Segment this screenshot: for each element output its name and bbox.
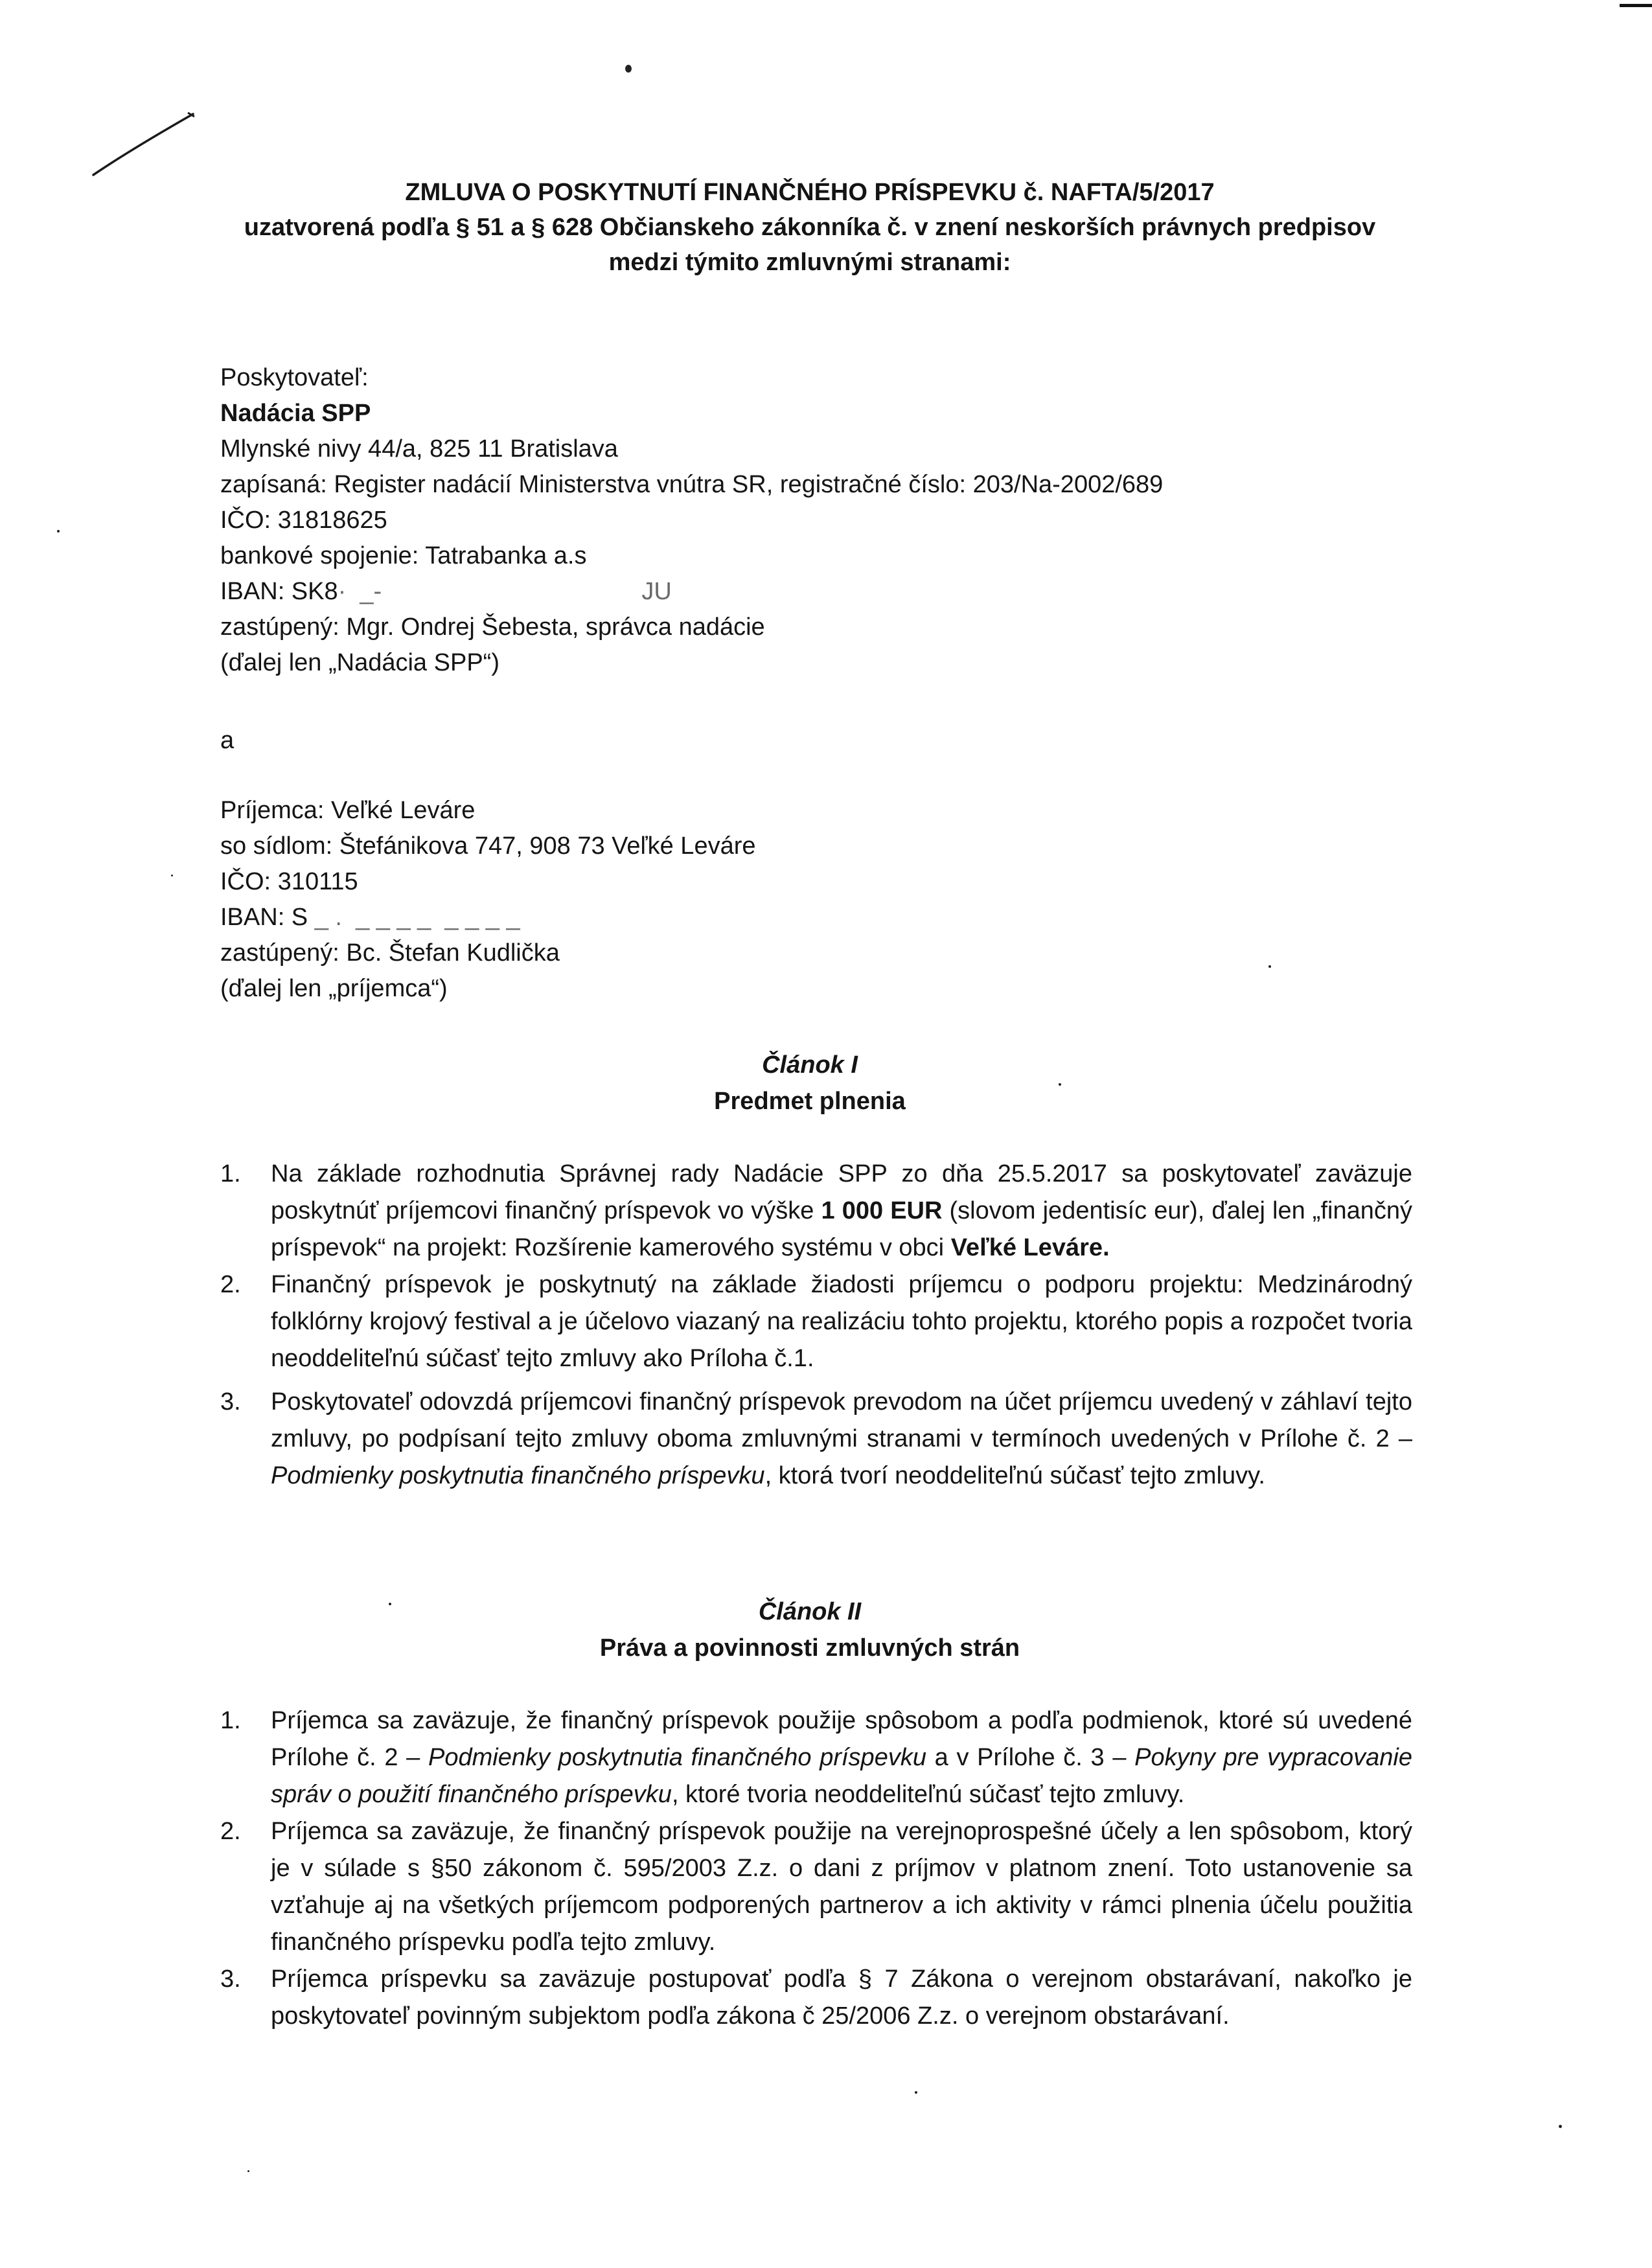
grant-amount: 1 000 EUR (821, 1197, 943, 1224)
provider-bank: bankové spojenie: Tatrabanka a.s (220, 542, 587, 569)
provider-iban (220, 574, 1406, 610)
article-2-heading (194, 1594, 1425, 1666)
contract-title: ZMLUVA O POSKYTNUTÍ FINANČNÉHO PRÍSPEVKU č. NAFTA/5/2017 (405, 179, 1215, 206)
item-number: 3. (220, 1965, 241, 1993)
contract-basis: uzatvorená podľa § 51 a § 628 Občianskeho zákonníka č. v znení neskorších právnych predpisov (244, 214, 1376, 241)
provider-label: Poskytovateľ: (220, 364, 369, 391)
annex-2-title: Podmienky poskytnutia finančného príspevku (428, 1744, 926, 1771)
article-1-item-2 (220, 1266, 1412, 1377)
article-2-item-1 (220, 1702, 1412, 1813)
recipient-ico: IČO: 310115 (220, 868, 358, 895)
provider-registry: zapísaná: Register nadácií Ministerstva vnútra SR, registračné číslo: 203/Na-2002/689 (220, 471, 1164, 498)
article-2-item-3 (220, 1961, 1412, 2035)
scan-speck (247, 2170, 249, 2172)
item-number: 2. (220, 1818, 241, 1845)
item-text: Na základe rozhodnutia Správnej rady Nadácie SPP zo dňa 25.5.2017 sa poskytovateľ zaväzuje poskytnúť príjemcovi finančný príspevok vo výške (271, 1160, 1412, 1224)
scan-speck (171, 875, 173, 876)
project-place: Veľké Leváre (950, 1234, 1103, 1261)
item-text: a v Prílohe č. 3 – (926, 1744, 1135, 1771)
item-text: Príjemca príspevku sa zaväzuje postupovať podľa § 7 Zákona o verejnom obstarávaní, nakoľko je poskytovateľ povinným subjektom podľa zákona č 25/2006 Z.z. o verejnom obstarávaní. (271, 1965, 1412, 2030)
scan-edge-mark (1620, 4, 1652, 7)
scan-speck (915, 2091, 917, 2094)
recipient-representative: zastúpený: Bc. Štefan Kudlička (220, 939, 560, 967)
scan-speck (625, 65, 632, 73)
recipient-iban (220, 900, 1406, 935)
article-1-item-3 (220, 1384, 1412, 1495)
item-text: , ktoré tvoria neoddeliteľnú súčasť tejto zmluvy. (671, 1781, 1185, 1808)
item-text: (slovom jedentisíc eur), ďalej len „finančný príspevok“ na projekt: Rozšírenie kamerového systému v obci (271, 1197, 1412, 1261)
provider-address: Mlynské nivy 44/a, 825 11 Bratislava (220, 435, 618, 463)
article-1-list (220, 1156, 1412, 1495)
pen-stroke-mark (91, 110, 201, 181)
recipient-seat: so sídlom: Štefánikova 747, 908 73 Veľké Leváre (220, 832, 756, 860)
recipient-iban-prefix: IBAN: S (220, 904, 308, 931)
provider-iban-redacted: · _- JU (338, 578, 672, 605)
recipient-name: Príjemca: Veľké Leváre (220, 797, 476, 824)
item-text: Príjemca sa zaväzuje, že finančný príspevok použije spôsobom a podľa podmienok, ktoré sú uvedené Prílohe č. 2 – (271, 1707, 1412, 1771)
provider-block (220, 360, 1406, 681)
recipient-alias: (ďalej len „príjemca“) (220, 975, 448, 1002)
provider-name: Nadácia SPP (220, 400, 371, 427)
article-1-number: Článok I (762, 1051, 858, 1079)
item-number: 3. (220, 1388, 241, 1415)
conjunction: a (220, 727, 235, 754)
item-number: 1. (220, 1707, 241, 1734)
annex-2-title: Podmienky poskytnutia finančného príspevku (271, 1462, 765, 1489)
article-2-list (220, 1702, 1412, 2035)
item-text: . (1103, 1234, 1110, 1261)
article-1-title: Predmet plnenia (714, 1088, 906, 1115)
scan-speck (1559, 2125, 1562, 2128)
article-1-heading (194, 1047, 1425, 1119)
annex-3-title: Pokyny pre vypracovanie správ o použití finančného príspevku (271, 1744, 1412, 1808)
scan-speck (57, 530, 60, 533)
item-number: 2. (220, 1271, 241, 1298)
contract-header (194, 175, 1425, 280)
provider-alias: (ďalej len „Nadácia SPP“) (220, 649, 499, 676)
item-number: 1. (220, 1160, 241, 1187)
article-2-number: Článok II (758, 1598, 862, 1625)
recipient-iban-redacted: _ . _ _ _ _ _ _ _ _ (308, 904, 520, 931)
provider-ico: IČO: 31818625 (220, 507, 387, 534)
item-text: Finančný príspevok je poskytnutý na základe žiadosti príjemcu o podporu projektu: Medzinárodný folklórny krojový festival a je účelovo viazaný na realizáciu tohto projektu, ktorého popis a rozpočet tvoria neoddeliteľnú súčasť tejto zmluvy ako Príloha č.1. (271, 1271, 1412, 1372)
article-1-item-1 (220, 1156, 1412, 1266)
contract-parties-intro: medzi týmito zmluvnými stranami: (608, 249, 1011, 276)
item-text: , ktorá tvorí neoddeliteľnú súčasť tejto zmluvy. (764, 1462, 1265, 1489)
item-text: Príjemca sa zaväzuje, že finančný príspevok použije na verejnoprospešné účely a len spôsobom, ktorý je v súlade s §50 zákonom č. 595/2003 Z.z. o dani z príjmov v platnom znení. Toto ustanovenie sa vzťahuje aj na všetkých príjemcom podporených partnerov a ich aktivity v rámci plnenia účelu použitia finančného príspevku podľa tejto zmluvy. (271, 1818, 1412, 1956)
recipient-block (220, 793, 1406, 1007)
provider-iban-prefix: IBAN: SK8 (220, 578, 338, 605)
item-text: Poskytovateľ odovzdá príjemcovi finančný príspevok prevodom na účet príjemcu uvedený v záhlaví tejto zmluvy, po podpísaní tejto zmluvy oboma zmluvnými stranami v termínoch uvedených v Prílohe č. 2 – (271, 1388, 1412, 1452)
article-2-title: Práva a povinnosti zmluvných strán (599, 1634, 1020, 1662)
provider-representative: zastúpený: Mgr. Ondrej Šebesta, správca nadácie (220, 613, 765, 641)
article-2-item-2 (220, 1813, 1412, 1961)
